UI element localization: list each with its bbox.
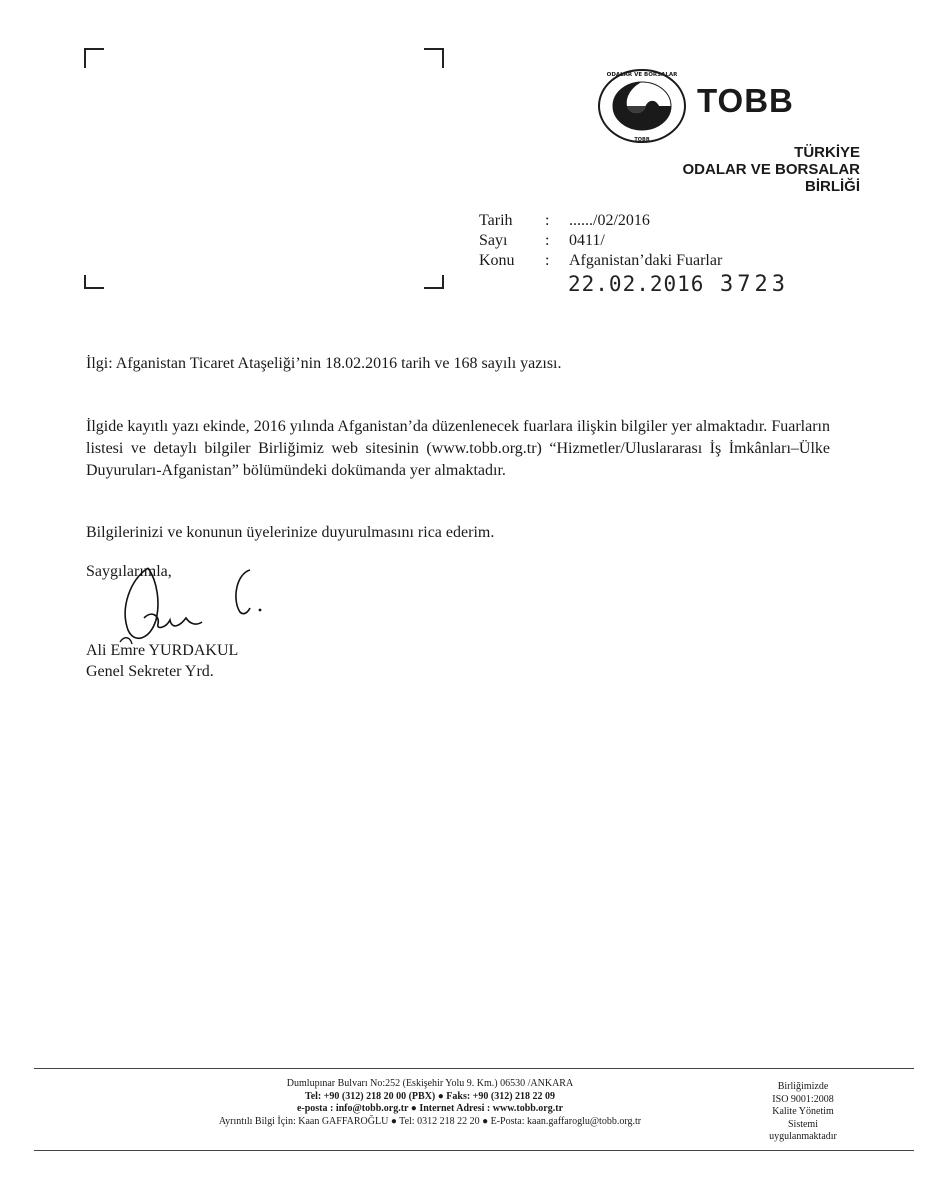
footer-phone: Tel: +90 (312) 218 20 00 (PBX) ● Faks: +90 (312) 218 22 09 bbox=[304, 1090, 556, 1102]
meta-row-number bbox=[479, 231, 722, 251]
subject-value: Afganistan’daki Fuarlar bbox=[569, 252, 723, 269]
address-corner-top-right bbox=[424, 48, 444, 68]
organization-name bbox=[682, 144, 860, 195]
org-line: TÜRKİYE bbox=[794, 144, 860, 161]
meta-row-date bbox=[479, 211, 722, 231]
svg-text:TOBB: TOBB bbox=[634, 137, 650, 143]
footer-top-rule bbox=[34, 1068, 914, 1069]
signer-name: Ali Emre YURDAKUL bbox=[86, 642, 239, 659]
org-line: ODALAR VE BORSALAR bbox=[682, 161, 860, 178]
stamp-date: 22.02.2016 bbox=[568, 272, 705, 296]
quality-note bbox=[738, 1081, 868, 1144]
stamp-number: 3723 bbox=[720, 272, 789, 297]
number-label: Sayı bbox=[479, 232, 508, 249]
date-label: Tarih bbox=[479, 212, 513, 229]
footer-email-web: e-posta : info@tobb.org.tr ● Internet Adresi : www.tobb.org.tr bbox=[296, 1103, 564, 1114]
quality-line: Kalite Yönetim bbox=[772, 1106, 834, 1117]
letter-meta bbox=[479, 211, 722, 271]
signer-block bbox=[86, 640, 238, 682]
colon: : bbox=[545, 212, 550, 229]
footer-bottom-rule bbox=[34, 1150, 914, 1151]
address-corner-top-left bbox=[84, 48, 104, 68]
svg-text:ODALAR VE BORSALAR: ODALAR VE BORSALAR bbox=[606, 72, 678, 78]
footer-address: Dumlupınar Bulvarı No:252 (Eskişehir Yolu 9. Km.) 06530 /ANKARA bbox=[286, 1078, 574, 1089]
date-value: ....../02/2016 bbox=[569, 212, 650, 229]
colon: : bbox=[545, 252, 550, 269]
colon: : bbox=[545, 232, 550, 249]
tobb-seal-logo bbox=[597, 68, 687, 144]
quality-line: Birliğimizde bbox=[777, 1081, 829, 1092]
handwritten-signature bbox=[100, 560, 270, 645]
footer-contact-person: Ayrıntılı Bilgi İçin: Kaan GAFFAROĞLU ● Tel: 0312 218 22 20 ● E-Posta: kaan.gaffaroglu@tobb.org.tr bbox=[218, 1115, 642, 1127]
number-value: 0411/ bbox=[569, 232, 605, 249]
tobb-wordmark: TOBB bbox=[697, 82, 794, 119]
reference-line: İlgi: Afganistan Ticaret Ataşeliği’nin 18.02.2016 tarih ve 168 sayılı yazısı. bbox=[86, 355, 562, 372]
subject-label: Konu bbox=[479, 252, 515, 269]
address-corner-bottom-left bbox=[84, 275, 104, 289]
body-paragraph: İlgide kayıtlı yazı ekinde, 2016 yılında Afganistan’da düzenlenecek fuarlara ilişkin bilgiler yer almaktadır. Fuarların listesi ve detaylı bilgiler Birliğimiz web sitesinin (www.tobb.org.tr) “Hizmetler/Uluslararası İş İmkânları–Ülke Duyuruları-Afganistan” bölümündeki dokümanda yer almaktadır. bbox=[86, 418, 830, 479]
meta-row-subject bbox=[479, 251, 722, 271]
closing-sentence: Bilgilerinizi ve konunun üyelerinize duyurulmasını rica ederim. bbox=[86, 524, 495, 541]
org-line: BİRLİĞİ bbox=[805, 178, 860, 195]
quality-line: ISO 9001:2008 bbox=[772, 1093, 834, 1105]
quality-line: uygulanmaktadır bbox=[769, 1131, 837, 1142]
footer-contact bbox=[150, 1078, 710, 1128]
quality-line: Sistemi bbox=[787, 1118, 818, 1130]
signer-title: Genel Sekreter Yrd. bbox=[86, 663, 214, 680]
salutation: Saygılarımla, bbox=[86, 563, 172, 580]
address-corner-bottom-right bbox=[424, 275, 444, 289]
